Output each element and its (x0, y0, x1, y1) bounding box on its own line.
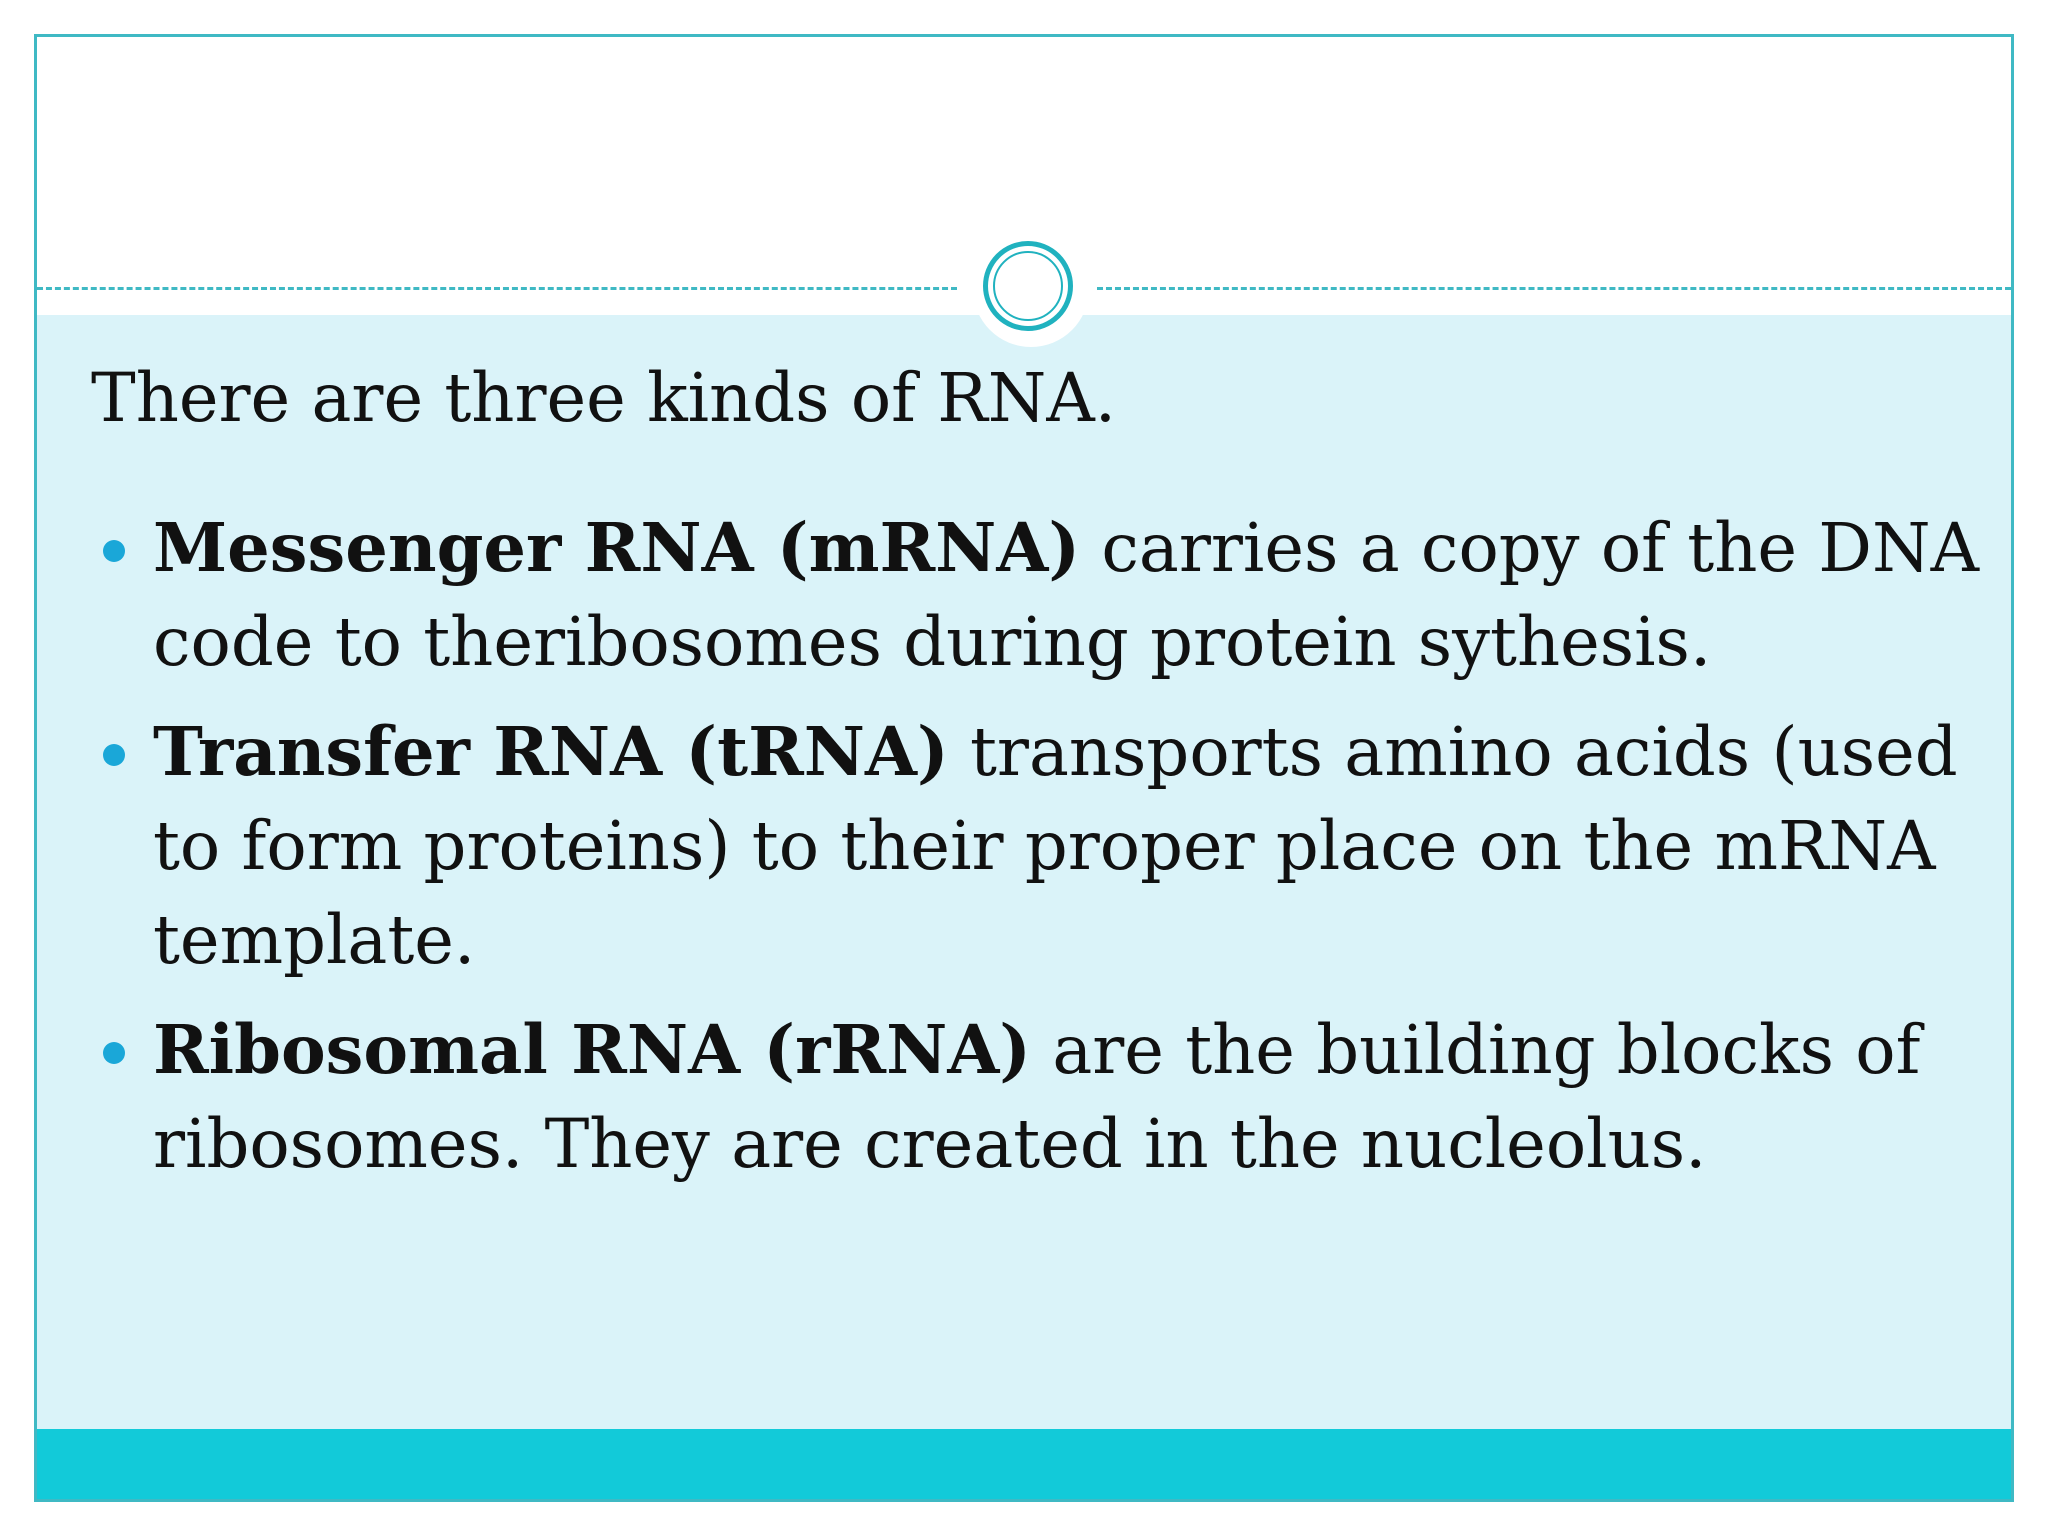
list-item-mrna (91, 501, 1991, 689)
slide-frame (34, 34, 2014, 1502)
term-trna: Transfer RNA (tRNA) (153, 712, 949, 791)
bullet-dot-icon (103, 540, 125, 562)
term-mrna: Messenger RNA (mRNA) (153, 508, 1081, 587)
list-item-rrna (91, 1003, 1991, 1191)
ornament-inner-ring (993, 251, 1063, 321)
term-rrna: Ribosomal RNA (rRNA) (153, 1010, 1032, 1089)
description-mrna: carries a copy of the DNA code to theribosomes during protein sythesis. (153, 509, 1980, 681)
dashed-divider-left (37, 287, 957, 290)
bullet-dot-icon (103, 744, 125, 766)
dashed-divider-right (1097, 287, 2011, 290)
rna-types-list (91, 501, 1991, 1207)
intro-text: There are three kinds of RNA. (91, 359, 1117, 437)
bullet-dot-icon (103, 1042, 125, 1064)
list-item-trna (91, 705, 1991, 987)
bottom-accent-bar (37, 1429, 2011, 1499)
description-rrna: are the building blocks of ribosomes. They are created in the nucleolus. (153, 1011, 1921, 1183)
description-trna: transports amino acids (used to form proteins) to their proper place on the mRNA template. (153, 713, 1958, 979)
circle-ornament-icon (973, 231, 1089, 347)
